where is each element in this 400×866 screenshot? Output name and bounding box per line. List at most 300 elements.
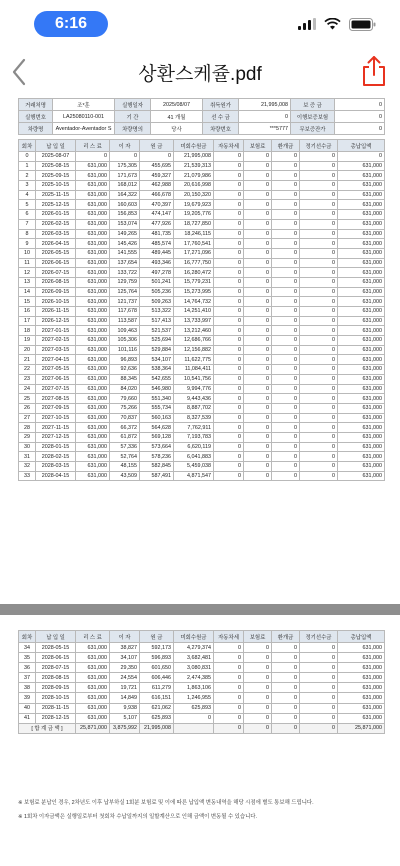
table-cell: 0 — [244, 355, 272, 365]
table-cell: 0 — [244, 471, 272, 481]
table-cell: 631,000 — [338, 336, 385, 346]
table-cell: 0 — [272, 683, 300, 693]
table-cell: 625,893 — [174, 703, 214, 713]
table-row — [19, 452, 385, 462]
table-cell: 0 — [272, 152, 300, 162]
table-cell: 2025-08-07 — [36, 152, 76, 162]
table-cell: 0 — [300, 653, 338, 663]
table-cell: 0 — [300, 307, 338, 317]
table-row — [19, 268, 385, 278]
table-cell: 631,000 — [338, 229, 385, 239]
table-cell: 631,000 — [76, 462, 110, 472]
table-cell: 631,000 — [76, 277, 110, 287]
table-cell: 631,000 — [338, 345, 385, 355]
table-cell: 0 — [244, 297, 272, 307]
table-cell: 0 — [272, 413, 300, 423]
table-cell: 149,265 — [110, 229, 140, 239]
table-cell: 0 — [300, 713, 338, 723]
table-cell: 474,147 — [140, 210, 174, 220]
column-header: 보험료 — [244, 140, 272, 152]
table-cell: 497,278 — [140, 268, 174, 278]
table-cell: 10 — [19, 248, 36, 258]
table-cell: 631,000 — [76, 355, 110, 365]
table-cell: 631,000 — [338, 673, 385, 683]
table-cell: 631,000 — [76, 471, 110, 481]
table-cell: 631,000 — [76, 643, 110, 653]
table-row — [19, 683, 385, 693]
column-header: 총납입액 — [338, 631, 385, 643]
table-cell: 7,762,911 — [174, 423, 214, 433]
table-cell: 2026-08-15 — [36, 277, 76, 287]
table-cell: 0 — [300, 423, 338, 433]
schedule-header-row — [19, 631, 385, 643]
table-row — [19, 258, 385, 268]
table-cell: 48,155 — [110, 462, 140, 472]
table-row — [19, 316, 385, 326]
table-cell: 28 — [19, 423, 36, 433]
table-cell: 117,678 — [110, 307, 140, 317]
info-label: 보 증 금 — [291, 99, 335, 111]
table-cell: 171,673 — [110, 171, 140, 181]
table-cell: 27 — [19, 413, 36, 423]
table-cell: 0 — [300, 394, 338, 404]
table-cell: 0 — [214, 394, 244, 404]
table-cell: 22 — [19, 365, 36, 375]
table-cell: 0 — [244, 643, 272, 653]
table-cell: 17,760,541 — [174, 239, 214, 249]
column-header: 원 금 — [140, 140, 174, 152]
table-cell: 0 — [272, 307, 300, 317]
table-cell: 2027-01-15 — [36, 326, 76, 336]
table-cell: 20 — [19, 345, 36, 355]
table-cell: 555,734 — [140, 403, 174, 413]
table-row — [19, 210, 385, 220]
table-cell: 0 — [272, 210, 300, 220]
table-cell: 24 — [19, 384, 36, 394]
table-cell: 6,041,883 — [174, 452, 214, 462]
table-cell: 0 — [300, 703, 338, 713]
table-cell: 0 — [244, 384, 272, 394]
table-cell: 41 — [19, 713, 36, 723]
table-cell: 16,777,750 — [174, 258, 214, 268]
table-cell: 0 — [214, 229, 244, 239]
table-cell: 0 — [244, 239, 272, 249]
table-cell: 529,884 — [140, 345, 174, 355]
table-cell: 2025-08-15 — [36, 161, 76, 171]
table-cell: 19 — [19, 336, 36, 346]
table-cell: 0 — [214, 442, 244, 452]
table-cell: 631,000 — [338, 693, 385, 703]
table-cell: 631,000 — [76, 653, 110, 663]
table-cell: 18,246,115 — [174, 229, 214, 239]
table-cell: 0 — [214, 190, 244, 200]
table-cell: 105,306 — [110, 336, 140, 346]
info-value: ***5777 — [239, 123, 291, 135]
table-cell: 0 — [244, 307, 272, 317]
table-cell: 631,000 — [338, 239, 385, 249]
info-value: 0 — [335, 111, 385, 123]
table-cell: 631,000 — [76, 287, 110, 297]
table-cell: 2027-12-15 — [36, 432, 76, 442]
table-cell: 43,509 — [110, 471, 140, 481]
table-cell: 0 — [300, 171, 338, 181]
table-cell: 0 — [272, 423, 300, 433]
table-cell: 631,000 — [76, 297, 110, 307]
table-cell: 31 — [19, 452, 36, 462]
table-cell: 0 — [214, 413, 244, 423]
table-cell: 631,000 — [338, 307, 385, 317]
table-cell: 141,555 — [110, 248, 140, 258]
table-cell: 0 — [214, 663, 244, 673]
table-cell: 0 — [300, 683, 338, 693]
table-cell: 2027-07-15 — [36, 384, 76, 394]
table-cell: 0 — [244, 413, 272, 423]
table-cell: 0 — [244, 181, 272, 191]
table-cell: 0 — [300, 161, 338, 171]
info-row — [19, 111, 385, 123]
info-value: 0 — [335, 123, 385, 135]
table-cell: 0 — [214, 297, 244, 307]
table-cell: 0 — [300, 229, 338, 239]
table-cell: 5 — [19, 200, 36, 210]
table-cell: 631,000 — [338, 287, 385, 297]
table-cell: 485,574 — [140, 239, 174, 249]
table-cell: 0 — [214, 355, 244, 365]
table-cell: 0 — [300, 355, 338, 365]
pdf-page-2[interactable] — [18, 630, 384, 734]
table-cell: 0 — [272, 316, 300, 326]
table-cell: 0 — [300, 452, 338, 462]
table-cell: 8,887,702 — [174, 403, 214, 413]
table-cell: 631,000 — [76, 307, 110, 317]
info-value: 당사 — [151, 123, 203, 135]
table-row — [19, 462, 385, 472]
column-header: 미회수원금 — [174, 631, 214, 643]
column-header: 회차 — [19, 631, 36, 643]
table-cell: 2027-06-15 — [36, 374, 76, 384]
table-cell: 631,000 — [76, 394, 110, 404]
table-row — [19, 432, 385, 442]
table-cell: 546,980 — [140, 384, 174, 394]
table-cell: 0 — [244, 713, 272, 723]
table-cell: 0 — [244, 316, 272, 326]
total-cell: 0 — [244, 723, 272, 733]
table-cell: 631,000 — [76, 673, 110, 683]
table-cell: 631,000 — [338, 190, 385, 200]
table-cell: 0 — [244, 423, 272, 433]
table-cell: 0 — [214, 161, 244, 171]
table-cell: 2026-05-15 — [36, 248, 76, 258]
table-cell: 631,000 — [338, 413, 385, 423]
table-cell: 121,737 — [110, 297, 140, 307]
table-cell: 0 — [300, 345, 338, 355]
info-label: 취득원가 — [203, 99, 239, 111]
table-row — [19, 297, 385, 307]
table-cell: 631,000 — [76, 219, 110, 229]
table-cell: 0 — [272, 643, 300, 653]
table-cell: 175,305 — [110, 161, 140, 171]
table-cell: 0 — [214, 384, 244, 394]
table-cell: 2028-07-15 — [36, 663, 76, 673]
table-cell: 631,000 — [76, 683, 110, 693]
info-label: 이행보증보험 — [291, 111, 335, 123]
table-row — [19, 229, 385, 239]
table-cell: 0 — [272, 374, 300, 384]
table-cell: 0 — [272, 229, 300, 239]
table-cell: 2027-02-15 — [36, 336, 76, 346]
table-cell: 133,722 — [110, 268, 140, 278]
table-cell: 0 — [300, 181, 338, 191]
table-cell: 34,107 — [110, 653, 140, 663]
table-cell: 0 — [244, 374, 272, 384]
table-cell: 0 — [76, 152, 110, 162]
table-cell: 0 — [272, 200, 300, 210]
table-row — [19, 713, 385, 723]
table-cell: 7 — [19, 219, 36, 229]
table-cell: 2026-04-15 — [36, 239, 76, 249]
table-cell: 0 — [244, 171, 272, 181]
table-cell: 0 — [300, 693, 338, 703]
total-label: [ 합 계 금 액 ] — [19, 723, 76, 733]
table-cell: 0 — [300, 643, 338, 653]
table-cell: 631,000 — [338, 181, 385, 191]
table-cell: 0 — [214, 336, 244, 346]
table-cell: 39 — [19, 693, 36, 703]
table-cell: 0 — [214, 653, 244, 663]
table-cell: 10,541,756 — [174, 374, 214, 384]
table-row — [19, 442, 385, 452]
table-cell: 0 — [272, 452, 300, 462]
table-cell: 2027-03-15 — [36, 345, 76, 355]
wifi-icon — [324, 18, 341, 30]
table-cell: 606,446 — [140, 673, 174, 683]
table-cell: 0 — [244, 462, 272, 472]
table-cell: 631,000 — [76, 161, 110, 171]
back-button[interactable] — [6, 54, 36, 90]
table-cell: 20,616,998 — [174, 181, 214, 191]
table-cell: 631,000 — [338, 462, 385, 472]
table-cell: 0 — [244, 268, 272, 278]
table-cell: 0 — [300, 277, 338, 287]
table-cell: 15,273,995 — [174, 287, 214, 297]
column-header: 총납입액 — [338, 140, 385, 152]
info-value: Aventador-Aventador S — [53, 123, 115, 135]
pdf-page-1[interactable] — [18, 98, 384, 481]
table-cell: 2026-12-15 — [36, 316, 76, 326]
table-cell: 631,000 — [76, 326, 110, 336]
info-label: 기 간 — [115, 111, 151, 123]
table-cell: 517,413 — [140, 316, 174, 326]
table-cell: 631,000 — [76, 423, 110, 433]
table-cell: 0 — [19, 152, 36, 162]
table-cell: 631,000 — [338, 210, 385, 220]
table-cell: 0 — [214, 307, 244, 317]
table-cell: 30 — [19, 442, 36, 452]
document-title: 상환스케쥴.pdf — [138, 64, 262, 85]
table-cell: 19,721 — [110, 683, 140, 693]
table-cell: 0 — [272, 403, 300, 413]
table-cell: 2025-09-15 — [36, 171, 76, 181]
table-cell: 19,679,923 — [174, 200, 214, 210]
table-cell: 36 — [19, 663, 36, 673]
table-cell: 18,727,850 — [174, 219, 214, 229]
table-cell: 34 — [19, 643, 36, 653]
table-cell: 0 — [300, 673, 338, 683]
page-separator — [0, 604, 400, 615]
table-cell: 0 — [244, 693, 272, 703]
table-cell: 33 — [19, 471, 36, 481]
table-cell: 631,000 — [76, 452, 110, 462]
table-cell: 631,000 — [76, 374, 110, 384]
status-bar — [0, 0, 400, 44]
table-cell: 137,654 — [110, 258, 140, 268]
table-cell: 560,163 — [140, 413, 174, 423]
info-value: 21,995,008 — [239, 99, 291, 111]
status-icons — [298, 16, 376, 32]
table-cell: 4,871,547 — [174, 471, 214, 481]
table-cell: 631,000 — [76, 403, 110, 413]
table-cell: 631,000 — [338, 277, 385, 287]
table-cell: 631,000 — [338, 653, 385, 663]
table-cell: 631,000 — [338, 248, 385, 258]
table-cell: 0 — [338, 152, 385, 162]
table-cell: 0 — [214, 643, 244, 653]
table-row — [19, 219, 385, 229]
table-cell: 616,151 — [140, 693, 174, 703]
table-cell: 0 — [244, 161, 272, 171]
info-value: 조*훈 — [53, 99, 115, 111]
info-row — [19, 123, 385, 135]
table-cell: 0 — [272, 693, 300, 703]
table-cell: 534,107 — [140, 355, 174, 365]
table-cell: 631,000 — [76, 239, 110, 249]
table-cell: 0 — [300, 384, 338, 394]
table-cell: 0 — [300, 239, 338, 249]
table-cell: 631,000 — [338, 432, 385, 442]
table-cell: 21,539,313 — [174, 161, 214, 171]
table-cell: 0 — [300, 258, 338, 268]
table-cell: 19,205,776 — [174, 210, 214, 220]
column-header: 환개금 — [272, 631, 300, 643]
column-header: 납 입 일 — [36, 631, 76, 643]
table-cell: 13,733,997 — [174, 316, 214, 326]
table-row — [19, 248, 385, 258]
table-cell: 0 — [272, 297, 300, 307]
table-cell: 3,080,831 — [174, 663, 214, 673]
table-cell: 0 — [272, 713, 300, 723]
table-cell: 26 — [19, 403, 36, 413]
table-cell: 17 — [19, 316, 36, 326]
table-cell: 84,020 — [110, 384, 140, 394]
signal-icon — [298, 18, 316, 30]
table-cell: 592,173 — [140, 643, 174, 653]
total-row — [19, 723, 385, 733]
table-cell: 2,474,385 — [174, 673, 214, 683]
table-cell: 582,845 — [140, 462, 174, 472]
table-row — [19, 663, 385, 673]
table-cell: 0 — [272, 336, 300, 346]
table-cell: 0 — [300, 336, 338, 346]
table-cell: 0 — [244, 287, 272, 297]
table-cell: 14,849 — [110, 693, 140, 703]
table-cell: 573,664 — [140, 442, 174, 452]
table-cell: 0 — [272, 384, 300, 394]
table-cell: 2028-10-15 — [36, 693, 76, 703]
table-cell: 2027-09-15 — [36, 403, 76, 413]
column-header: 이 자 — [110, 631, 140, 643]
table-cell: 0 — [272, 365, 300, 375]
table-cell: 0 — [300, 268, 338, 278]
table-cell: 631,000 — [338, 171, 385, 181]
table-cell: 631,000 — [338, 326, 385, 336]
table-cell: 0 — [272, 268, 300, 278]
table-cell: 0 — [214, 703, 244, 713]
table-row — [19, 653, 385, 663]
footnote-insurance: ※ 보험료 분납인 경우, 2차년도 이후 납부하실 1회분 보험료 및 이에 따른 납입액 변동내역을 해당 시점에 별도 통보해 드립니다. — [18, 800, 314, 806]
table-cell: 0 — [214, 181, 244, 191]
table-cell: 9,938 — [110, 703, 140, 713]
table-cell: 125,764 — [110, 287, 140, 297]
table-cell: 631,000 — [76, 258, 110, 268]
table-cell: 61,872 — [110, 432, 140, 442]
table-cell: 2028-06-15 — [36, 653, 76, 663]
table-cell: 0 — [214, 152, 244, 162]
table-cell: 0 — [300, 316, 338, 326]
table-cell: 4 — [19, 190, 36, 200]
table-cell: 0 — [214, 374, 244, 384]
table-cell: 0 — [300, 297, 338, 307]
table-cell: 0 — [244, 258, 272, 268]
table-cell: 3 — [19, 181, 36, 191]
table-row — [19, 384, 385, 394]
table-cell: 0 — [214, 471, 244, 481]
table-cell: 6,620,119 — [174, 442, 214, 452]
table-cell: 0 — [140, 152, 174, 162]
table-cell: 2027-11-15 — [36, 423, 76, 433]
column-header: 리 스 료 — [76, 140, 110, 152]
table-cell: 0 — [244, 248, 272, 258]
table-cell: 2028-01-15 — [36, 442, 76, 452]
table-cell: 0 — [214, 316, 244, 326]
table-cell: 0 — [272, 326, 300, 336]
table-cell: 0 — [272, 673, 300, 683]
table-cell: 0 — [300, 219, 338, 229]
table-cell: 2026-01-15 — [36, 210, 76, 220]
table-cell: 631,000 — [338, 713, 385, 723]
table-cell: 0 — [244, 683, 272, 693]
column-header: 자동차세 — [214, 140, 244, 152]
table-cell: 0 — [300, 432, 338, 442]
share-button[interactable] — [360, 54, 388, 88]
table-cell: 1 — [19, 161, 36, 171]
table-cell: 38 — [19, 683, 36, 693]
total-cell: 21,995,008 — [140, 723, 174, 733]
info-value: 41 개월 — [151, 111, 203, 123]
table-cell: 601,650 — [140, 663, 174, 673]
table-row — [19, 181, 385, 191]
table-cell: 631,000 — [338, 258, 385, 268]
table-cell: 2026-10-15 — [36, 297, 76, 307]
table-cell: 631,000 — [76, 316, 110, 326]
table-cell: 0 — [244, 277, 272, 287]
table-cell: 631,000 — [76, 384, 110, 394]
table-cell: 542,655 — [140, 374, 174, 384]
table-cell: 0 — [300, 200, 338, 210]
table-cell: 0 — [272, 345, 300, 355]
table-cell: 631,000 — [76, 365, 110, 375]
table-row — [19, 190, 385, 200]
column-header: 정기선수금 — [300, 631, 338, 643]
